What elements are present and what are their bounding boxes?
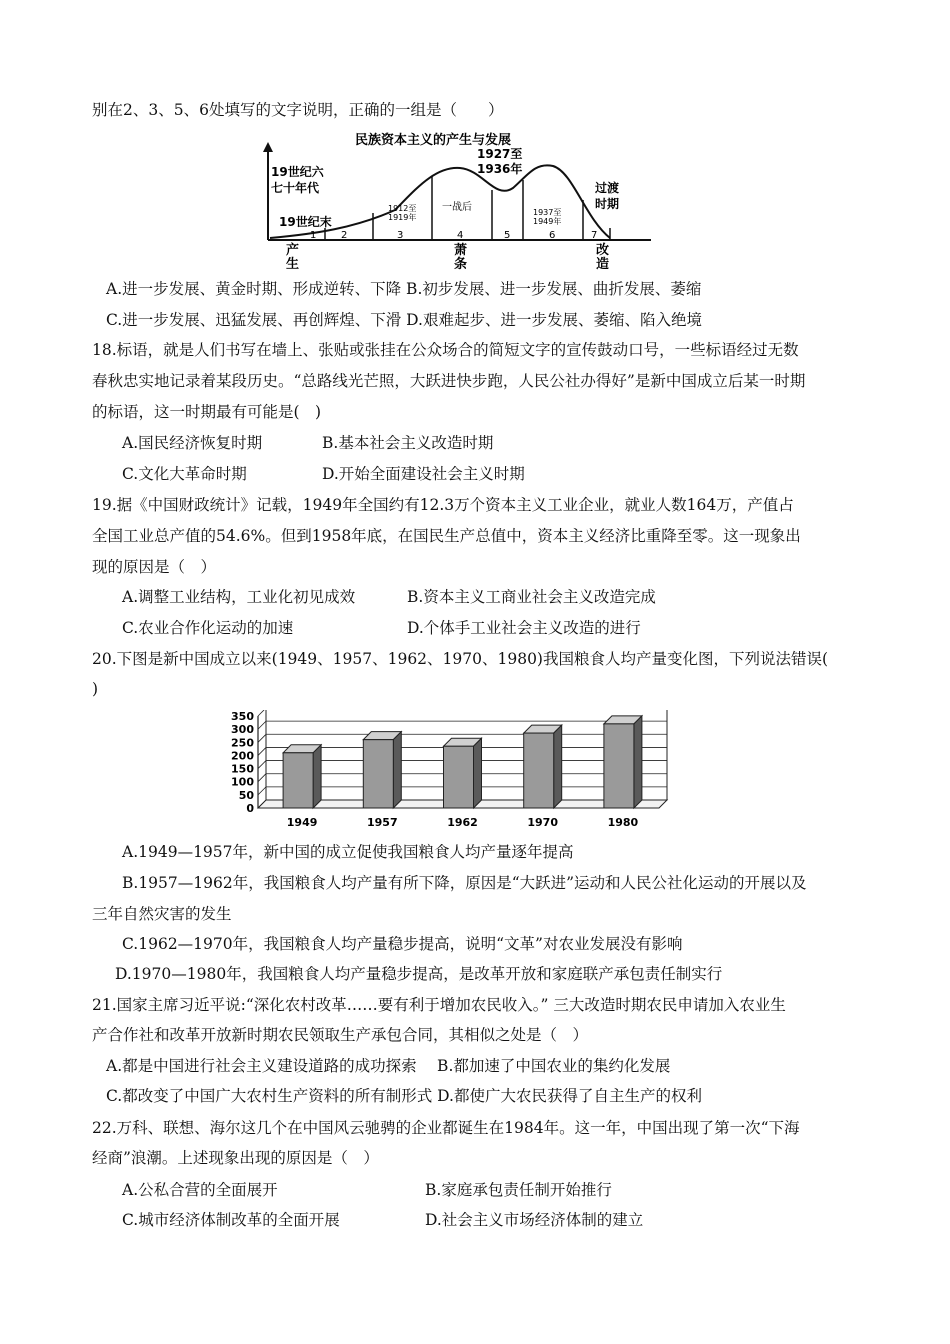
q22-option-c: C.城市经济体制改革的全面开展 xyxy=(122,1211,340,1229)
bottom-label: 产 xyxy=(286,243,300,258)
segment-number: 2 xyxy=(341,230,348,241)
q19-option-a: A.调整工业结构，工业化初见成效 xyxy=(122,588,356,606)
era-label: 1912至 xyxy=(388,204,417,213)
chart-y-tick-label: 50 xyxy=(238,788,254,802)
intro-line: 别在2、3、5、6处填写的文字说明，正确的一组是（ ） xyxy=(92,101,504,119)
chart-bar xyxy=(363,740,393,808)
chart-y-tick-label: 250 xyxy=(231,736,254,750)
q20-option-b-cont: 三年自然灾害的发生 xyxy=(92,905,232,923)
chart-gridline-diag xyxy=(258,721,266,729)
chart-bar xyxy=(283,753,313,808)
chart-x-tick-label: 1949 xyxy=(286,816,318,829)
diagram-title: 民族资本主义的产生与发展 xyxy=(355,133,512,148)
segment-number: 7 xyxy=(591,230,598,241)
chart-bar-side xyxy=(393,732,401,808)
era-label: 1949年 xyxy=(533,217,562,226)
q18-option-d: D.开始全面建设社会主义时期 xyxy=(322,465,525,483)
chart-bar-side xyxy=(554,725,562,808)
era-label: 1927至 xyxy=(477,147,523,161)
chart-gridline-diag xyxy=(258,787,266,795)
era-label: 七十年代 xyxy=(271,181,320,195)
q19-option-b: B.资本主义工商业社会主义改造完成 xyxy=(407,588,656,606)
era-label: 19世纪末 xyxy=(279,215,332,229)
q20-option-d: D.1970—1980年，我国粮食人均产量稳步提高，是改革开放和家庭联产承包责任制实行 xyxy=(115,965,723,983)
chart-bar xyxy=(604,724,634,808)
q19-stem: 19.据《中国财政统计》记载，1949年全国约有12.3万个资本主义工业企业，就业人数164万，产值占 xyxy=(92,496,794,514)
bottom-label: 萧 xyxy=(454,243,468,258)
era-label: 1936年 xyxy=(477,162,523,176)
chart-y-tick-label: 150 xyxy=(231,762,254,776)
chart-bar-side xyxy=(313,745,321,808)
chart-gridline-diag xyxy=(258,734,266,742)
q21-stem: 产合作社和改革开放新时期农民领取生产承包合同，其相似之处是（ ） xyxy=(92,1026,589,1044)
era-label: 过渡 xyxy=(595,181,620,195)
q22-option-d: D.社会主义市场经济体制的建立 xyxy=(425,1211,644,1229)
segment-number: 6 xyxy=(549,230,556,241)
chart-y-tick-label: 100 xyxy=(231,775,254,789)
era-label: 时期 xyxy=(595,197,620,211)
q22-option-a: A.公私合营的全面展开 xyxy=(122,1181,278,1199)
chart-y-tick-label: 200 xyxy=(231,749,254,763)
q20-stem: 20.下图是新中国成立以来(1949、1957、1962、1970、1980)我国粮食人均产量变化图，下列说法错误( xyxy=(92,650,829,668)
chart-y-tick-label: 0 xyxy=(246,802,254,815)
q18-stem: 的标语，这一时期最有可能是( ) xyxy=(92,403,322,421)
chart-bar xyxy=(444,746,474,808)
bottom-label: 造 xyxy=(596,257,610,270)
segment-number: 1 xyxy=(310,230,317,241)
chart-gridline-diag xyxy=(258,774,266,782)
bottom-label: 条 xyxy=(454,257,468,270)
q21-options-cd: C.都改变了中国广大农村生产资料的所有制形式 D.都使广大农民获得了自主生产的权利 xyxy=(106,1087,702,1105)
y-axis-arrow xyxy=(263,142,273,152)
q17-diagram xyxy=(255,128,655,270)
chart-gridline-diag xyxy=(258,747,266,755)
bottom-label: 改 xyxy=(596,243,610,258)
q17-options-line1: A.进一步发展、黄金时期、形成逆转、下降 B.初步发展、进一步发展、曲折发展、萎缩 xyxy=(106,280,702,298)
q21-options-ab: A.都是中国进行社会主义建设道路的成功探索 B.都加速了中国农业的集约化发展 xyxy=(106,1057,671,1075)
q22-stem: 22.万科、联想、海尔这几个在中国风云驰骋的企业都诞生在1984年。这一年，中国出现了第一次“下海 xyxy=(92,1119,800,1137)
chart-y-tick-label: 350 xyxy=(231,710,254,723)
chart-x-tick-label: 1970 xyxy=(527,816,559,829)
q18-option-a: A.国民经济恢复时期 xyxy=(122,434,263,452)
era-label: 1937至 xyxy=(533,208,562,217)
q18-option-c: C.文化大革命时期 xyxy=(122,465,247,483)
chart-bar-side xyxy=(634,716,642,808)
era-label: 一战后 xyxy=(442,202,472,213)
era-label: 19世纪六 xyxy=(271,165,324,179)
bottom-label: 生 xyxy=(286,257,300,270)
segment-number: 5 xyxy=(504,230,511,241)
q21-stem: 21.国家主席习近平说:“深化农村改革……要有利于增加农民收入。” 三大改造时期农民申请加入农业生 xyxy=(92,996,786,1014)
chart-bar-side xyxy=(474,738,482,808)
q18-option-b: B.基本社会主义改造时期 xyxy=(322,434,494,452)
chart-gridline-diag xyxy=(258,710,266,716)
chart-x-tick-label: 1957 xyxy=(366,816,398,829)
q20-option-a: A.1949—1957年，新中国的成立促使我国粮食人均产量逐年提高 xyxy=(122,843,574,861)
segment-number: 3 xyxy=(397,230,404,241)
q20-option-c: C.1962—1970年，我国粮食人均产量稳步提高，说明“文革”对农业发展没有影响 xyxy=(122,935,683,953)
q17-options-line2: C.进一步发展、迅猛发展、再创辉煌、下滑 D.艰难起步、进一步发展、萎缩、陷入绝境 xyxy=(106,311,702,329)
chart-bar xyxy=(524,733,554,808)
q22-option-b: B.家庭承包责任制开始推行 xyxy=(425,1181,612,1199)
segment-number: 4 xyxy=(457,230,464,241)
q19-option-d: D.个体手工业社会主义改造的进行 xyxy=(407,619,641,637)
q18-stem: 春秋忠实地记录着某段历史。“总路线光芒照，大跃进快步跑，人民公社办得好”是新中国成立后某一时期 xyxy=(92,372,806,390)
q22-stem: 经商”浪潮。上述现象出现的原因是（ ） xyxy=(92,1149,379,1167)
q18-stem: 18.标语，就是人们书写在墙上、张贴或张挂在公众场合的简短文字的宣传鼓动口号，一些标语经过无数 xyxy=(92,341,799,359)
chart-x-tick-label: 1980 xyxy=(607,816,639,829)
q19-stem: 全国工业总产值的54.6%。但到1958年底，在国民生产总值中，资本主义经济比重降至零。这一现象出 xyxy=(92,527,801,545)
chart-x-tick-label: 1962 xyxy=(447,816,478,829)
q20-option-b: B.1957—1962年，我国粮食人均产量有所下降，原因是“大跃进”运动和人民公社化运动的开展以及 xyxy=(122,874,807,892)
chart-y-tick-label: 300 xyxy=(231,723,254,737)
q19-option-c: C.农业合作化运动的加速 xyxy=(122,619,294,637)
era-label: 1919年 xyxy=(388,213,417,222)
chart-gridline-diag xyxy=(258,761,266,769)
q20-stem: ) xyxy=(92,680,99,698)
grain-per-capita-chart xyxy=(222,710,674,832)
q19-stem: 现的原因是（ ） xyxy=(92,558,217,576)
